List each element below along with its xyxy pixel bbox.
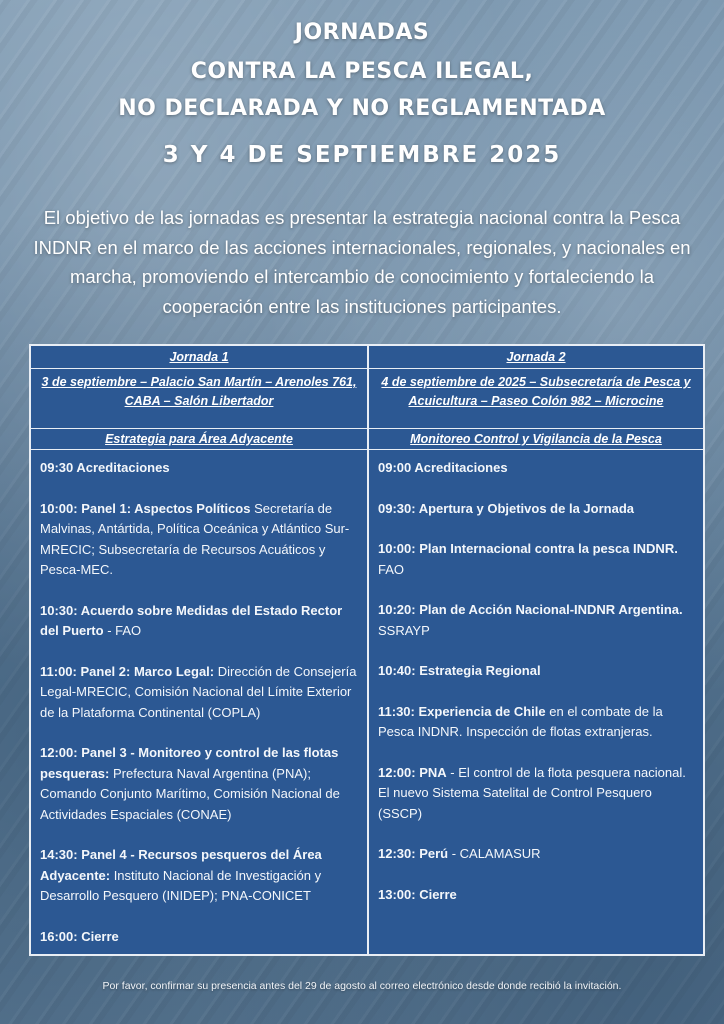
- rsvp-note: Por favor, confirmar su presencia antes del 29 de agosto al correo electrónico desde donde recibió la invitación.: [102, 980, 622, 992]
- agenda-item-heading: 10:30: Acuerdo sobre Medidas del Estado Rector del Puerto: [40, 602, 343, 638]
- intro-paragraph: El objetivo de las jornadas es presentar la estrategia nacional contra la Pesca INDNR en el marco de las acciones internacionales, regionales, y nacionales en marcha, promoviendo el intercambio de conocimiento y fortaleciendo la cooperación entre las instituciones participantes.: [33, 207, 691, 317]
- agenda-item-detail: - El control de la flota pesquera nacional. El nuevo Sistema Satelital de Control Pesquero (SSCP): [378, 764, 686, 821]
- jornada-2-agenda-item: [378, 661, 694, 682]
- agenda-item-detail: Instituto Nacional de Investigación y Desarrollo Pesquero (INIDEP); PNA-CONICET: [40, 867, 322, 903]
- jornada-1-agenda-item: [40, 601, 358, 642]
- jornada-2-column: [369, 346, 703, 954]
- jornada-1-column: [31, 346, 369, 954]
- agenda-item-detail: Prefectura Naval Argentina (PNA); Comando Conjunto Marítimo, Comisión Nacional de Actividades Espaciales (CONAE): [40, 765, 340, 822]
- jornada-2-agenda-item: [378, 702, 694, 743]
- jornada-2-agenda-item: [378, 539, 694, 580]
- agenda-item-detail: Secretaría de Malvinas, Antártida, Política Oceánica y Atlántico Sur-MRECIC; Subsecretaría de Recursos Acuáticos y Pesca-MEC.: [40, 500, 350, 577]
- jornada-1-place: 3 de septiembre – Palacio San Martín – Arenoles 761, CABA – Salón Libertador: [31, 369, 367, 429]
- agenda-item-heading: 10:00: Plan Internacional contra la pesca INDNR.: [378, 541, 678, 556]
- jornada-1-agenda: [31, 450, 367, 947]
- agenda-item-heading: 10:40: Estrategia Regional: [378, 663, 541, 678]
- jornada-1-agenda-item: [40, 927, 358, 948]
- jornada-2-topic: Monitoreo Control y Vigilancia de la Pesca: [369, 429, 703, 450]
- jornada-1-agenda-item: [40, 662, 358, 724]
- title-line-2: CONTRA LA PESCA ILEGAL,: [190, 59, 534, 84]
- agenda-item-heading: 11:30: Experiencia de Chile: [378, 703, 546, 719]
- jornada-1-topic: Estrategia para Área Adyacente: [31, 429, 367, 450]
- jornada-1-agenda-item: [40, 845, 358, 907]
- agenda-item-heading: 12:30: Perú: [378, 846, 449, 861]
- jornada-2-agenda-item: [378, 844, 694, 865]
- jornada-1-agenda-item: [40, 458, 358, 479]
- jornada-2-agenda-item: [378, 885, 694, 906]
- agenda-item-detail: - CALAMASUR: [448, 846, 541, 861]
- agenda-item-heading: 11:00: Panel 2: Marco Legal:: [40, 663, 215, 679]
- agenda-item-heading: 12:00: PNA: [378, 764, 447, 780]
- agenda-item-heading: 10:20: Plan de Acción Nacional-INDNR Argentina.: [378, 602, 683, 617]
- agenda-item-heading: 12:00: Panel 3 - Monitoreo y control de las flotas pesqueras:: [40, 745, 339, 781]
- agenda-item-heading: 09:00 Acreditaciones: [378, 460, 508, 475]
- jornada-2-agenda: [369, 450, 703, 905]
- jornada-1-title: Jornada 1: [31, 346, 367, 369]
- event-date: 3 Y 4 DE SEPTIEMBRE 2025: [162, 142, 562, 168]
- agenda-item-detail: - FAO: [103, 623, 142, 638]
- jornada-2-title: Jornada 2: [369, 346, 703, 369]
- agenda-item-detail: SSRAYP: [378, 622, 430, 638]
- title-line-3: NO DECLARADA Y NO REGLAMENTADA: [118, 96, 606, 121]
- jornada-2-agenda-item: [378, 600, 694, 641]
- jornada-2-place: 4 de septiembre de 2025 – Subsecretaría de Pesca y Acuicultura – Paseo Colón 982 – Microcine: [369, 369, 703, 429]
- agenda-item-heading: 14:30: Panel 4 - Recursos pesqueros del Área Adyacente:: [40, 847, 322, 883]
- agenda-item-heading: 13:00: Cierre: [378, 886, 457, 902]
- agenda-item-detail: en el combate de la Pesca INDNR. Inspección de flotas extranjeras.: [378, 703, 663, 739]
- jornada-2-agenda-item: [378, 499, 694, 520]
- jornada-2-agenda-item: [378, 763, 694, 825]
- agenda-item-heading: 09:30: Apertura y Objetivos de la Jornada: [378, 500, 634, 516]
- agenda-item-heading: 10:00: Panel 1: Aspectos Políticos: [40, 500, 251, 516]
- jornada-1-agenda-item: [40, 499, 358, 581]
- jornada-2-agenda-item: [378, 458, 694, 479]
- schedule-table: [29, 344, 705, 956]
- jornada-1-agenda-item: [40, 743, 358, 825]
- agenda-item-detail: Dirección de Consejería Legal-MRECIC, Comisión Nacional del Límite Exterior de la Plataforma Continental (COPLA): [40, 663, 357, 720]
- agenda-item-detail: FAO: [378, 561, 405, 577]
- agenda-item-heading: 09:30 Acreditaciones: [40, 460, 170, 475]
- agenda-item-heading: 16:00: Cierre: [40, 928, 119, 944]
- title-line-1: JORNADAS: [294, 20, 430, 45]
